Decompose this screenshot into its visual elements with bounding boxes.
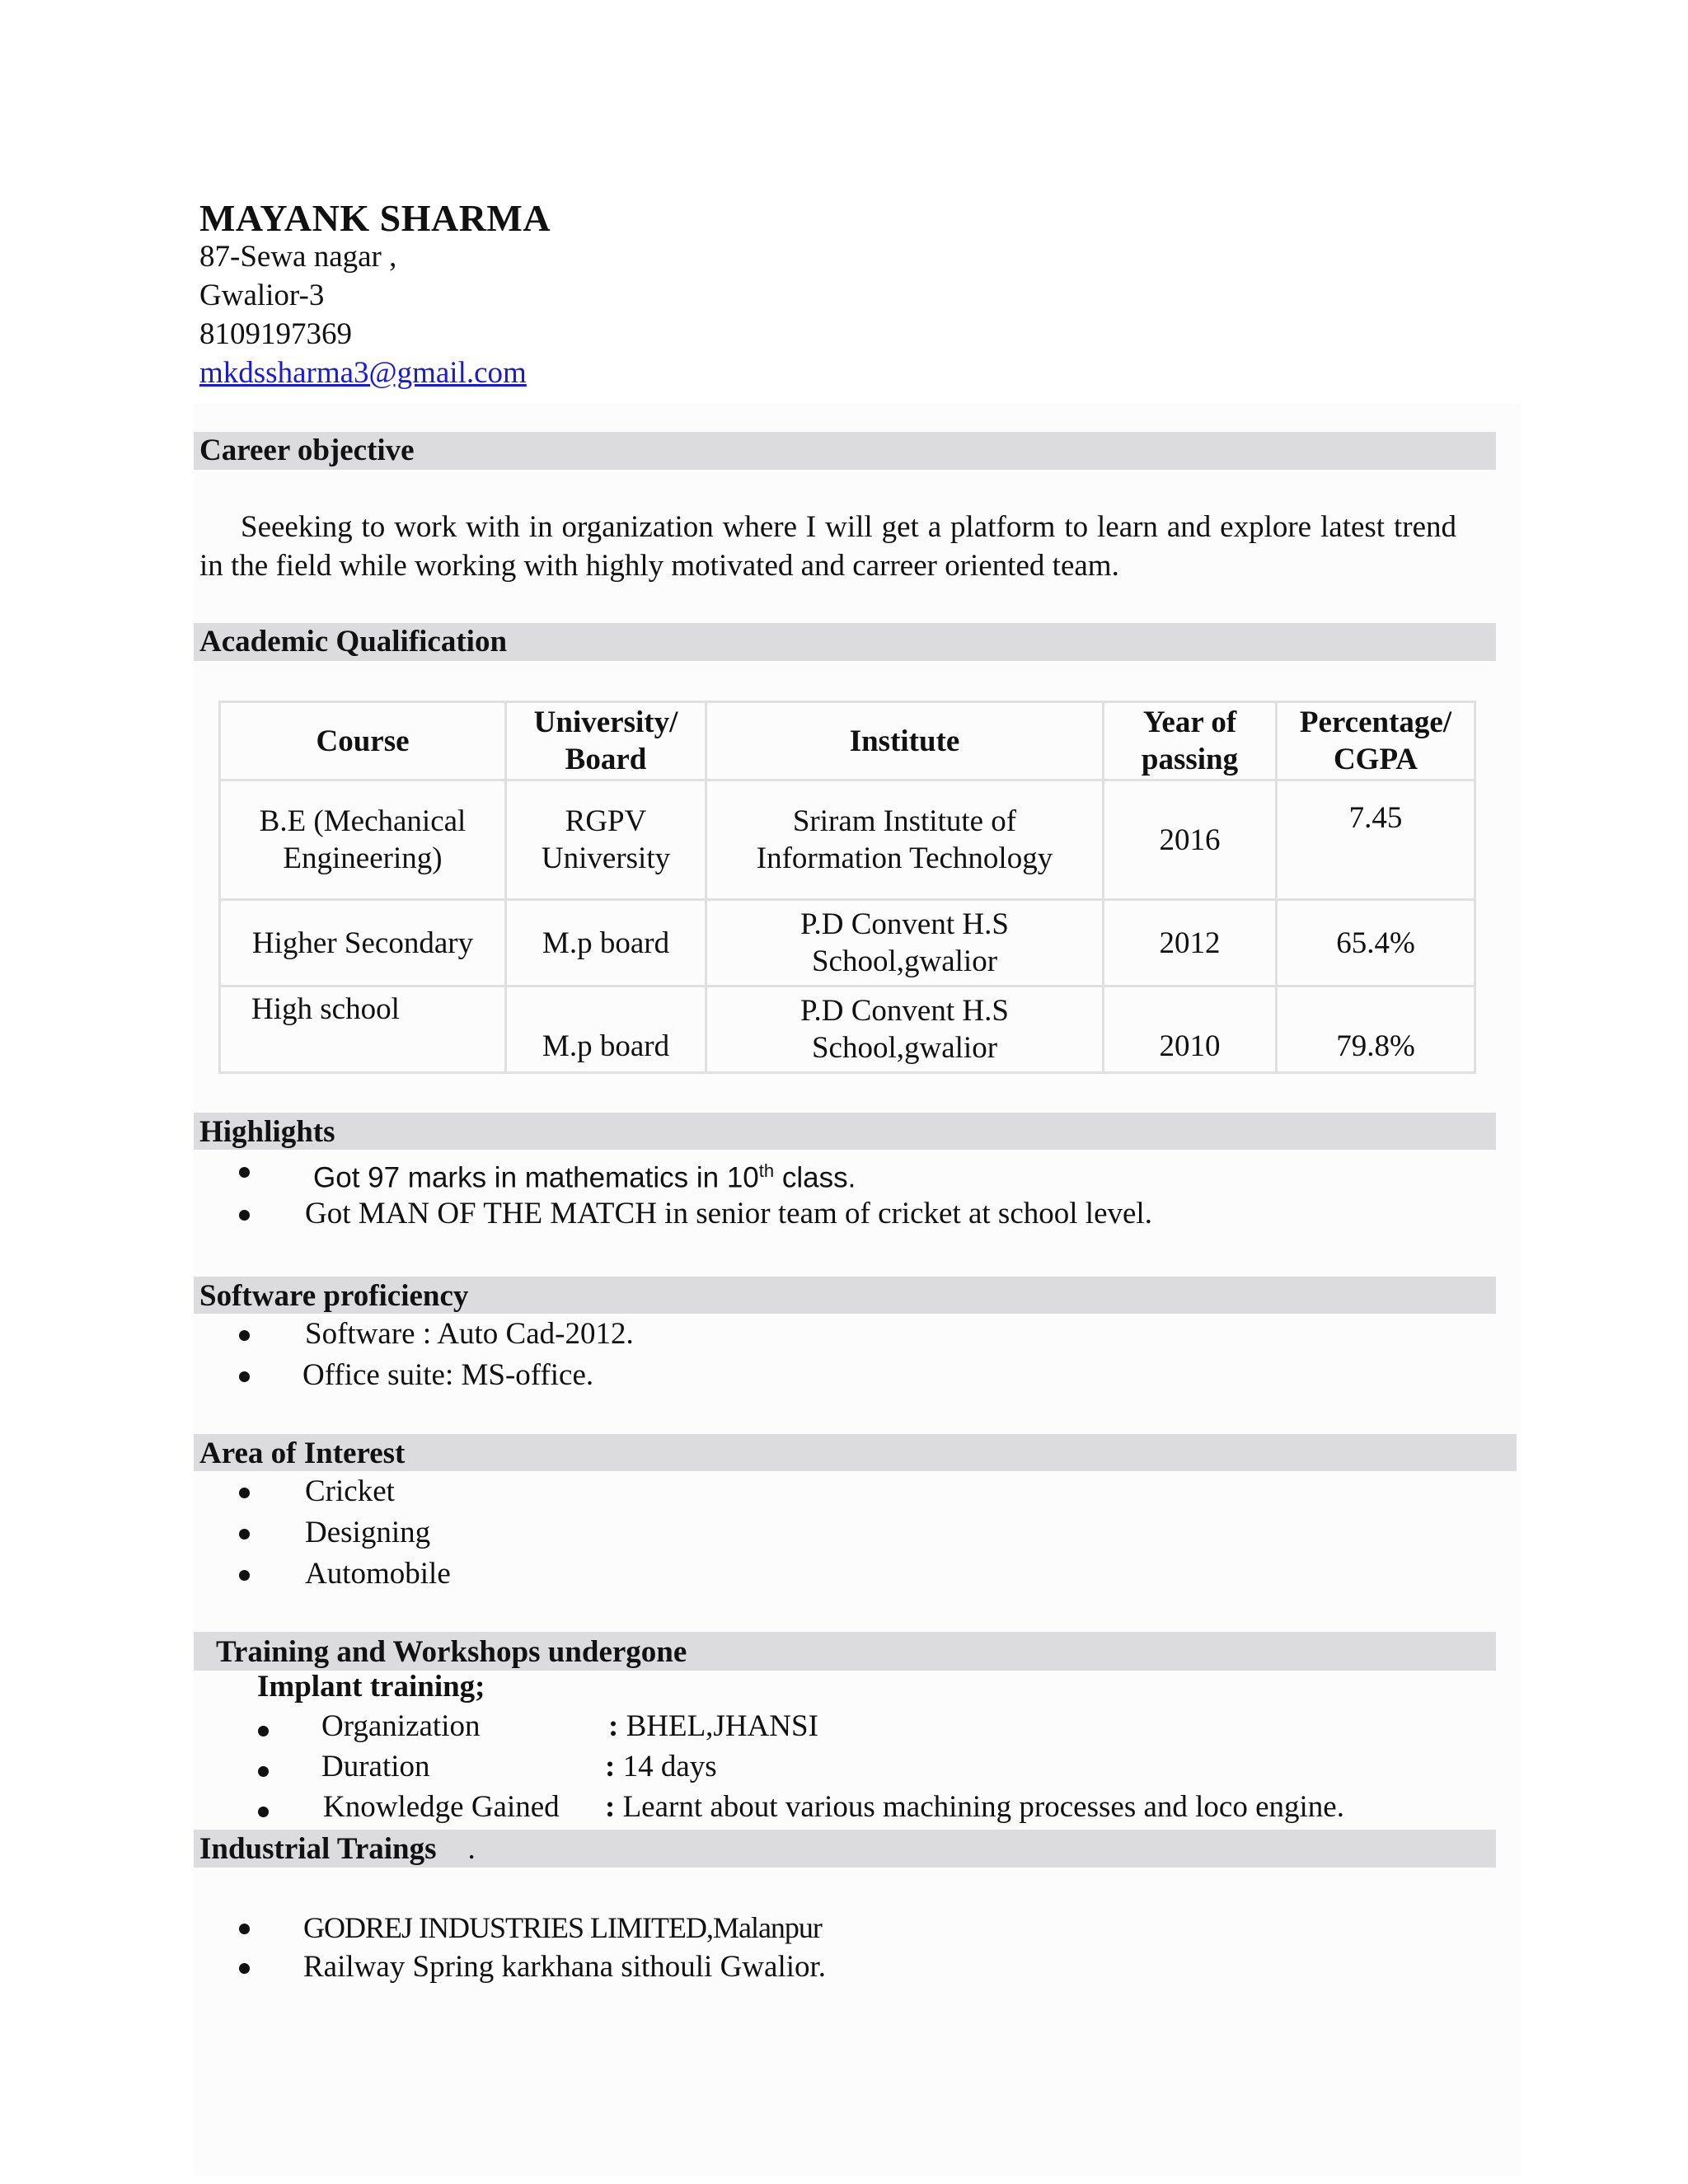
academic-table bbox=[218, 701, 1476, 1074]
training-value-duration: : 14 days bbox=[605, 1750, 717, 1783]
bullet-icon bbox=[239, 1924, 250, 1934]
software-heading: Software proficiency bbox=[194, 1277, 1496, 1314]
career-objective-heading: Career objective bbox=[194, 432, 1496, 470]
industrial-item-2: Railway Spring karkhana sithouli Gwalior. bbox=[303, 1950, 827, 1984]
bullet-icon bbox=[239, 1963, 250, 1974]
career-objective-body: Seeeking to work with in organization where I will get a platform to learn and explore latest trend in the field while working with highly motivated and carreer oriented team. bbox=[199, 510, 1456, 583]
cell-year: 2010 bbox=[1104, 987, 1277, 1073]
cell-course: B.E (Mechanical Engineering) bbox=[220, 780, 506, 900]
candidate-name: MAYANK SHARMA bbox=[199, 197, 551, 239]
career-objective-text bbox=[199, 508, 1456, 585]
cell-institute: P.D Convent H.S School,gwalior bbox=[706, 900, 1104, 987]
academic-heading: Academic Qualification bbox=[194, 623, 1496, 661]
highlight-2: Got MAN OF THE MATCH in senior team of cricket at school level. bbox=[305, 1197, 1152, 1230]
bullet-icon bbox=[239, 1330, 250, 1341]
col-university: University/ Board bbox=[506, 702, 706, 780]
bullet-icon bbox=[239, 1371, 250, 1382]
software-item-1: Software : Auto Cad-2012. bbox=[305, 1317, 634, 1351]
cell-university: M.p board bbox=[506, 900, 706, 987]
training-key-duration: Duration bbox=[321, 1750, 430, 1783]
organization-value: BHEL,JHANSI bbox=[626, 1709, 818, 1743]
industrial-heading-text: Industrial Traings bbox=[199, 1832, 437, 1866]
highlight-1-post: class. bbox=[774, 1161, 856, 1194]
bullet-icon bbox=[258, 1766, 269, 1777]
training-heading: Training and Workshops undergone bbox=[194, 1632, 1496, 1671]
cell-institute: Sriram Institute of Information Technology bbox=[706, 780, 1104, 900]
bullet-icon bbox=[239, 1570, 250, 1581]
cell-university: RGPV University bbox=[506, 780, 706, 900]
training-key-organization: Organization bbox=[321, 1709, 481, 1743]
table-row bbox=[220, 780, 1475, 900]
cell-course: Higher Secondary bbox=[220, 900, 506, 987]
bullet-icon bbox=[258, 1726, 269, 1736]
cell-year: 2012 bbox=[1104, 900, 1277, 987]
cell-percentage: 7.45 bbox=[1277, 780, 1475, 900]
bullet-icon bbox=[258, 1807, 269, 1817]
training-value-organization: : BHEL,JHANSI bbox=[608, 1709, 818, 1743]
cell-percentage: 65.4% bbox=[1277, 900, 1475, 987]
cell-year: 2016 bbox=[1104, 780, 1277, 900]
training-key-knowledge: Knowledge Gained bbox=[323, 1790, 560, 1824]
industrial-heading bbox=[194, 1830, 1496, 1868]
bullet-icon bbox=[239, 1167, 250, 1178]
table-header-row bbox=[220, 702, 1475, 780]
interest-item-3: Automobile bbox=[305, 1557, 451, 1591]
phone-number: 8109197369 bbox=[199, 317, 352, 351]
interest-heading: Area of Interest bbox=[194, 1434, 1517, 1471]
duration-value: 14 days bbox=[622, 1750, 717, 1783]
col-institute: Institute bbox=[706, 702, 1104, 780]
industrial-item-1: GODREJ INDUSTRIES LIMITED,Malanpur bbox=[303, 1911, 822, 1944]
implant-training-subheading: Implant training; bbox=[257, 1670, 485, 1704]
col-course: Course bbox=[220, 702, 506, 780]
address-line-2: Gwalior-3 bbox=[199, 279, 325, 312]
highlight-1-sup: th bbox=[758, 1160, 775, 1181]
cell-course: High school bbox=[220, 987, 506, 1073]
table-row bbox=[220, 900, 1475, 987]
bullet-icon bbox=[239, 1529, 250, 1540]
highlight-1-text: Got 97 marks in mathematics in 10 bbox=[313, 1161, 759, 1194]
software-item-2: Office suite: MS-office. bbox=[302, 1358, 594, 1392]
highlight-1 bbox=[313, 1151, 856, 1199]
training-value-knowledge: : Learnt about various machining processes and loco engine. bbox=[605, 1790, 1344, 1824]
table-row bbox=[220, 987, 1475, 1073]
cell-percentage: 79.8% bbox=[1277, 987, 1475, 1073]
col-percentage: Percentage/ CGPA bbox=[1277, 702, 1475, 780]
col-year: Year of passing bbox=[1104, 702, 1277, 780]
address-line-1: 87-Sewa nagar , bbox=[199, 240, 397, 274]
email-link[interactable]: mkdssharma3@gmail.com bbox=[199, 356, 527, 390]
bullet-icon bbox=[239, 1210, 250, 1221]
industrial-heading-suffix: . bbox=[467, 1832, 476, 1866]
cell-institute: P.D Convent H.S School,gwalior bbox=[706, 987, 1104, 1073]
interest-item-2: Designing bbox=[305, 1516, 431, 1549]
bullet-icon bbox=[239, 1488, 250, 1498]
interest-item-1: Cricket bbox=[305, 1474, 395, 1508]
cell-university: M.p board bbox=[506, 987, 706, 1073]
knowledge-value: Learnt about various machining processes and loco engine. bbox=[622, 1790, 1344, 1824]
highlights-heading: Highlights bbox=[194, 1113, 1496, 1150]
